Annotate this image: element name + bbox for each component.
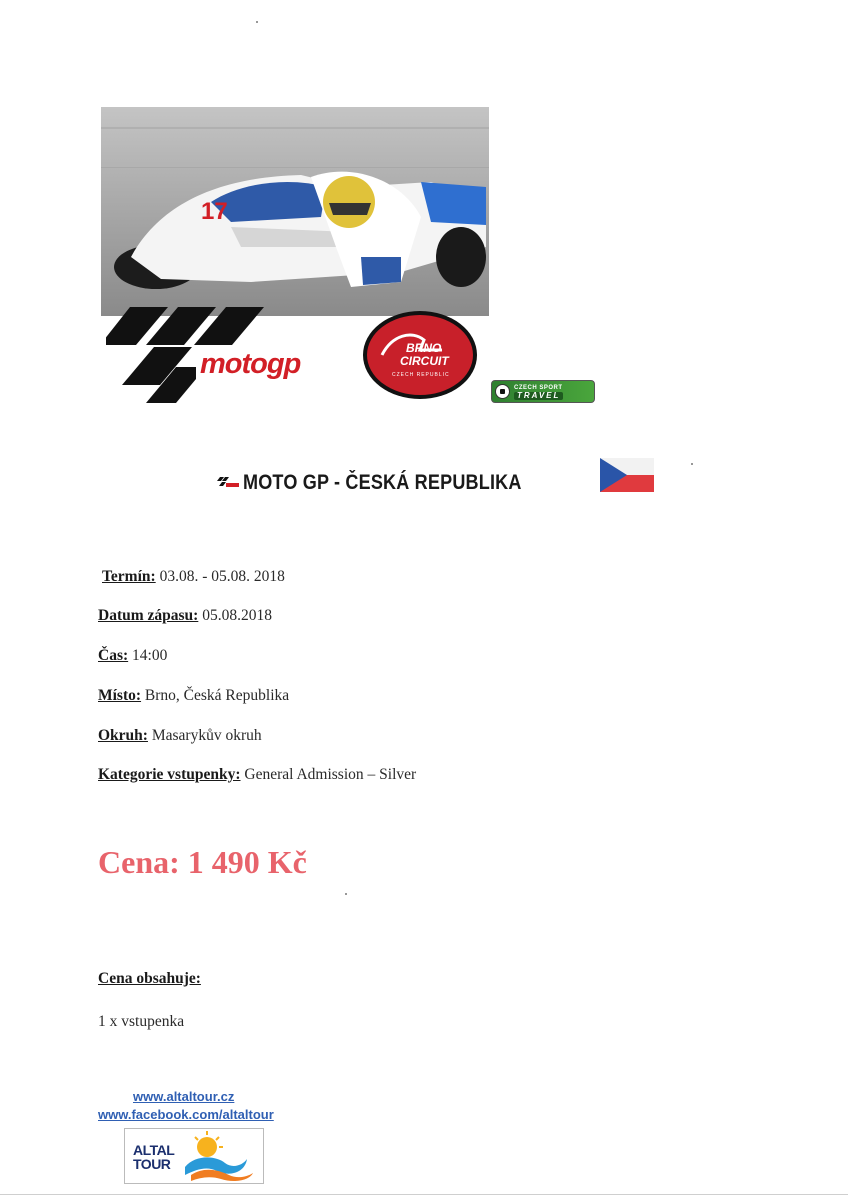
detail-cas xyxy=(98,647,167,665)
brno-text: BRNO xyxy=(406,341,442,355)
detail-value: Brno, Česká Republika xyxy=(141,687,290,704)
detail-label: Datum zápasu: xyxy=(98,607,199,624)
detail-label: Čas: xyxy=(98,647,129,664)
page-edge-line xyxy=(0,1194,848,1195)
detail-label: Místo: xyxy=(98,687,142,704)
detail-value: 14:00 xyxy=(128,647,168,664)
hero-photo xyxy=(101,107,489,316)
motogp-wordmark: motogp xyxy=(200,348,301,380)
czech-republic-text: CZECH REPUBLIC xyxy=(392,372,450,378)
detail-value: General Admission – Silver xyxy=(240,766,417,783)
czech-flag-icon xyxy=(600,458,654,492)
detail-datum-zapasu xyxy=(98,607,272,625)
detail-label: Termín: xyxy=(102,568,156,585)
czech-sport-travel-logo xyxy=(491,380,595,403)
scan-speck xyxy=(256,21,258,23)
website-link[interactable]: www.altaltour.cz xyxy=(133,1089,235,1104)
includes-item: 1 x vstupenka xyxy=(98,1013,185,1030)
scan-speck xyxy=(345,893,347,895)
cst-line1: CZECH SPORT xyxy=(514,384,563,391)
includes-heading: Cena obsahuje: xyxy=(98,970,201,987)
rider-number: 17 xyxy=(201,198,228,225)
tour-text: TOUR xyxy=(133,1156,171,1172)
price: Cena: 1 490 Kč xyxy=(98,844,307,880)
facebook-link[interactable]: www.facebook.com/altaltour xyxy=(98,1107,274,1122)
brno-circuit-logo xyxy=(362,310,480,400)
page-title-row xyxy=(216,466,567,500)
detail-okruh xyxy=(98,727,262,745)
detail-misto xyxy=(98,687,289,705)
altal-tour-logo xyxy=(124,1128,264,1184)
page-title: MOTO GP - ČESKÁ REPUBLIKA xyxy=(243,471,522,494)
detail-value: 05.08.2018 xyxy=(198,607,272,624)
altal-text: ALTAL xyxy=(133,1142,175,1158)
motogp-logo xyxy=(106,305,346,405)
cst-line2: TRAVEL xyxy=(514,392,563,400)
detail-label: Okruh: xyxy=(98,727,148,744)
detail-label: Kategorie vstupenky: xyxy=(98,766,241,783)
circuit-text: CIRCUIT xyxy=(400,354,449,368)
scan-speck xyxy=(691,463,693,465)
football-icon xyxy=(495,384,510,399)
detail-kategorie xyxy=(98,766,416,784)
detail-value: Masarykův okruh xyxy=(147,727,262,744)
motogp-mini-icon xyxy=(216,476,240,490)
detail-value: 03.08. - 05.08. 2018 xyxy=(155,568,285,585)
detail-termin xyxy=(102,568,285,586)
